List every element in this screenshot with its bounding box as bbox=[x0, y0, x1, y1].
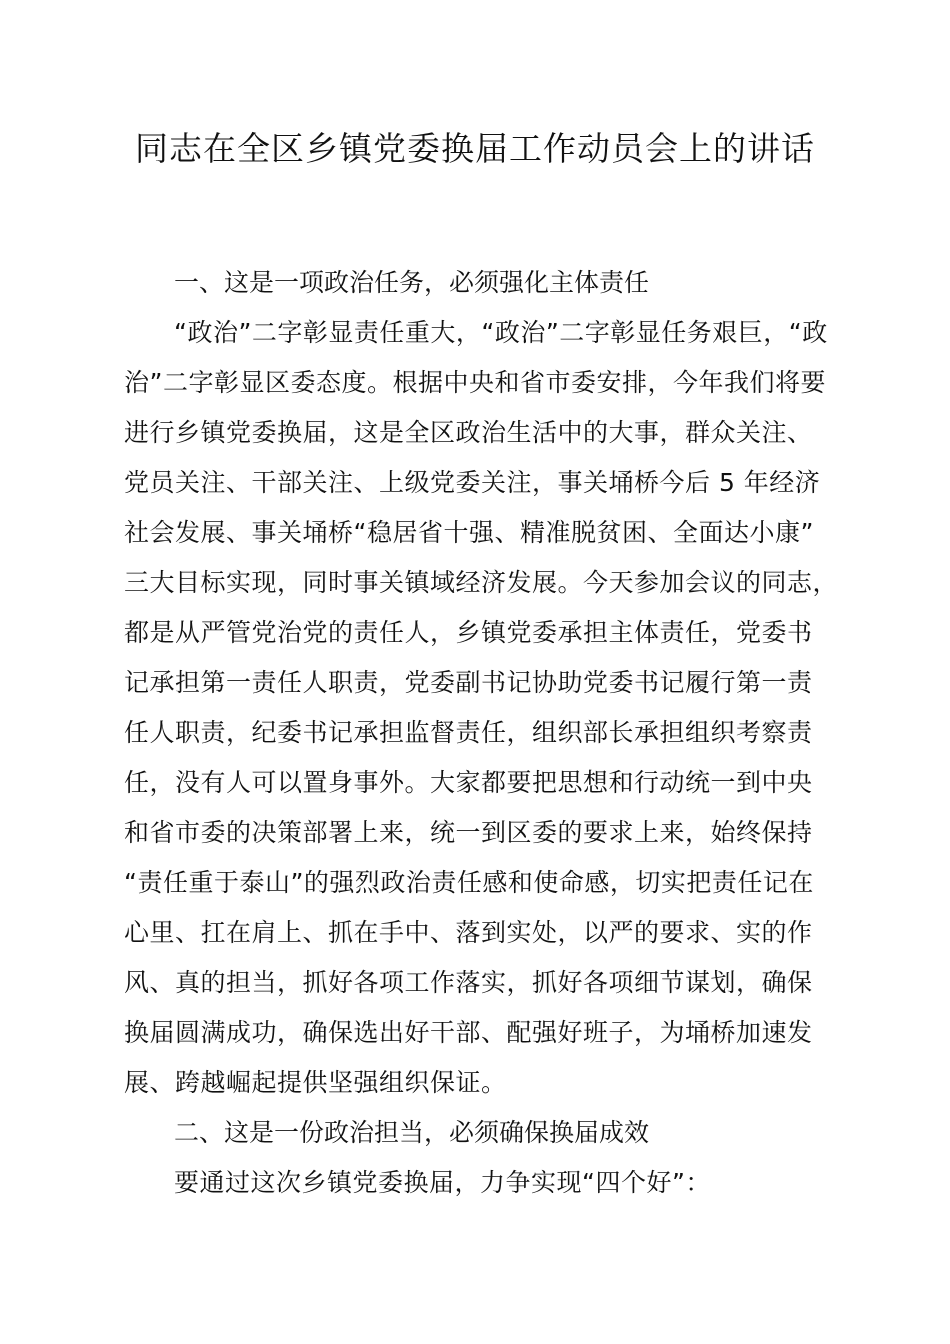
document-title: 同志在全区乡镇党委换届工作动员会上的讲话 bbox=[135, 129, 815, 168]
document-body bbox=[124, 258, 840, 1208]
paragraph-line: 治”二字彰显区委态度。根据中央和省市委安排，今年我们将要 bbox=[124, 368, 826, 397]
section-1-paragraph bbox=[124, 308, 840, 1108]
paragraph-line: “责任重于泰山”的强烈政治责任感和使命感，切实把责任记在 bbox=[124, 868, 814, 897]
section-heading-2: 二、这是一份政治担当，必须确保换届成效 bbox=[174, 1118, 650, 1147]
section-heading-1: 一、这是一项政治任务，必须强化主体责任 bbox=[174, 268, 650, 297]
paragraph-line: 任人职责，纪委书记承担监督责任，组织部长承担组织考察责 bbox=[124, 718, 813, 747]
paragraph-line: 展、跨越崛起提供坚强组织保证。 bbox=[124, 1068, 507, 1097]
paragraph-line: 换届圆满成功，确保选出好干部、配强好班子，为埇桥加速发 bbox=[124, 1018, 813, 1047]
section-2-paragraph bbox=[124, 1158, 840, 1208]
paragraph-line: 要通过这次乡镇党委换届，力争实现“四个好”： bbox=[174, 1168, 711, 1197]
paragraph-line: 都是从严管党治党的责任人，乡镇党委承担主体责任，党委书 bbox=[124, 618, 813, 647]
paragraph-line: 进行乡镇党委换届，这是全区政治生活中的大事，群众关注、 bbox=[124, 418, 813, 447]
paragraph-line: “政治”二字彰显责任重大，“政治”二字彰显任务艰巨，“政 bbox=[174, 318, 828, 347]
paragraph-line: 记承担第一责任人职责，党委副书记协助党委书记履行第一责 bbox=[124, 668, 813, 697]
paragraph-line: 社会发展、事关埇桥“稳居省十强、精准脱贫困、全面达小康” bbox=[124, 518, 814, 547]
paragraph-line: 任，没有人可以置身事外。大家都要把思想和行动统一到中央 bbox=[124, 768, 813, 797]
paragraph-line: 风、真的担当，抓好各项工作落实，抓好各项细节谋划，确保 bbox=[124, 968, 813, 997]
paragraph-line: 党员关注、干部关注、上级党委关注，事关埇桥今后 5 年经济 bbox=[124, 468, 821, 497]
paragraph-line: 心里、扛在肩上、抓在手中、落到实处，以严的要求、实的作 bbox=[124, 918, 813, 947]
paragraph-line: 和省市委的决策部署上来，统一到区委的要求上来，始终保持 bbox=[124, 818, 813, 847]
paragraph-line: 三大目标实现，同时事关镇域经济发展。今天参加会议的同志， bbox=[124, 568, 839, 597]
